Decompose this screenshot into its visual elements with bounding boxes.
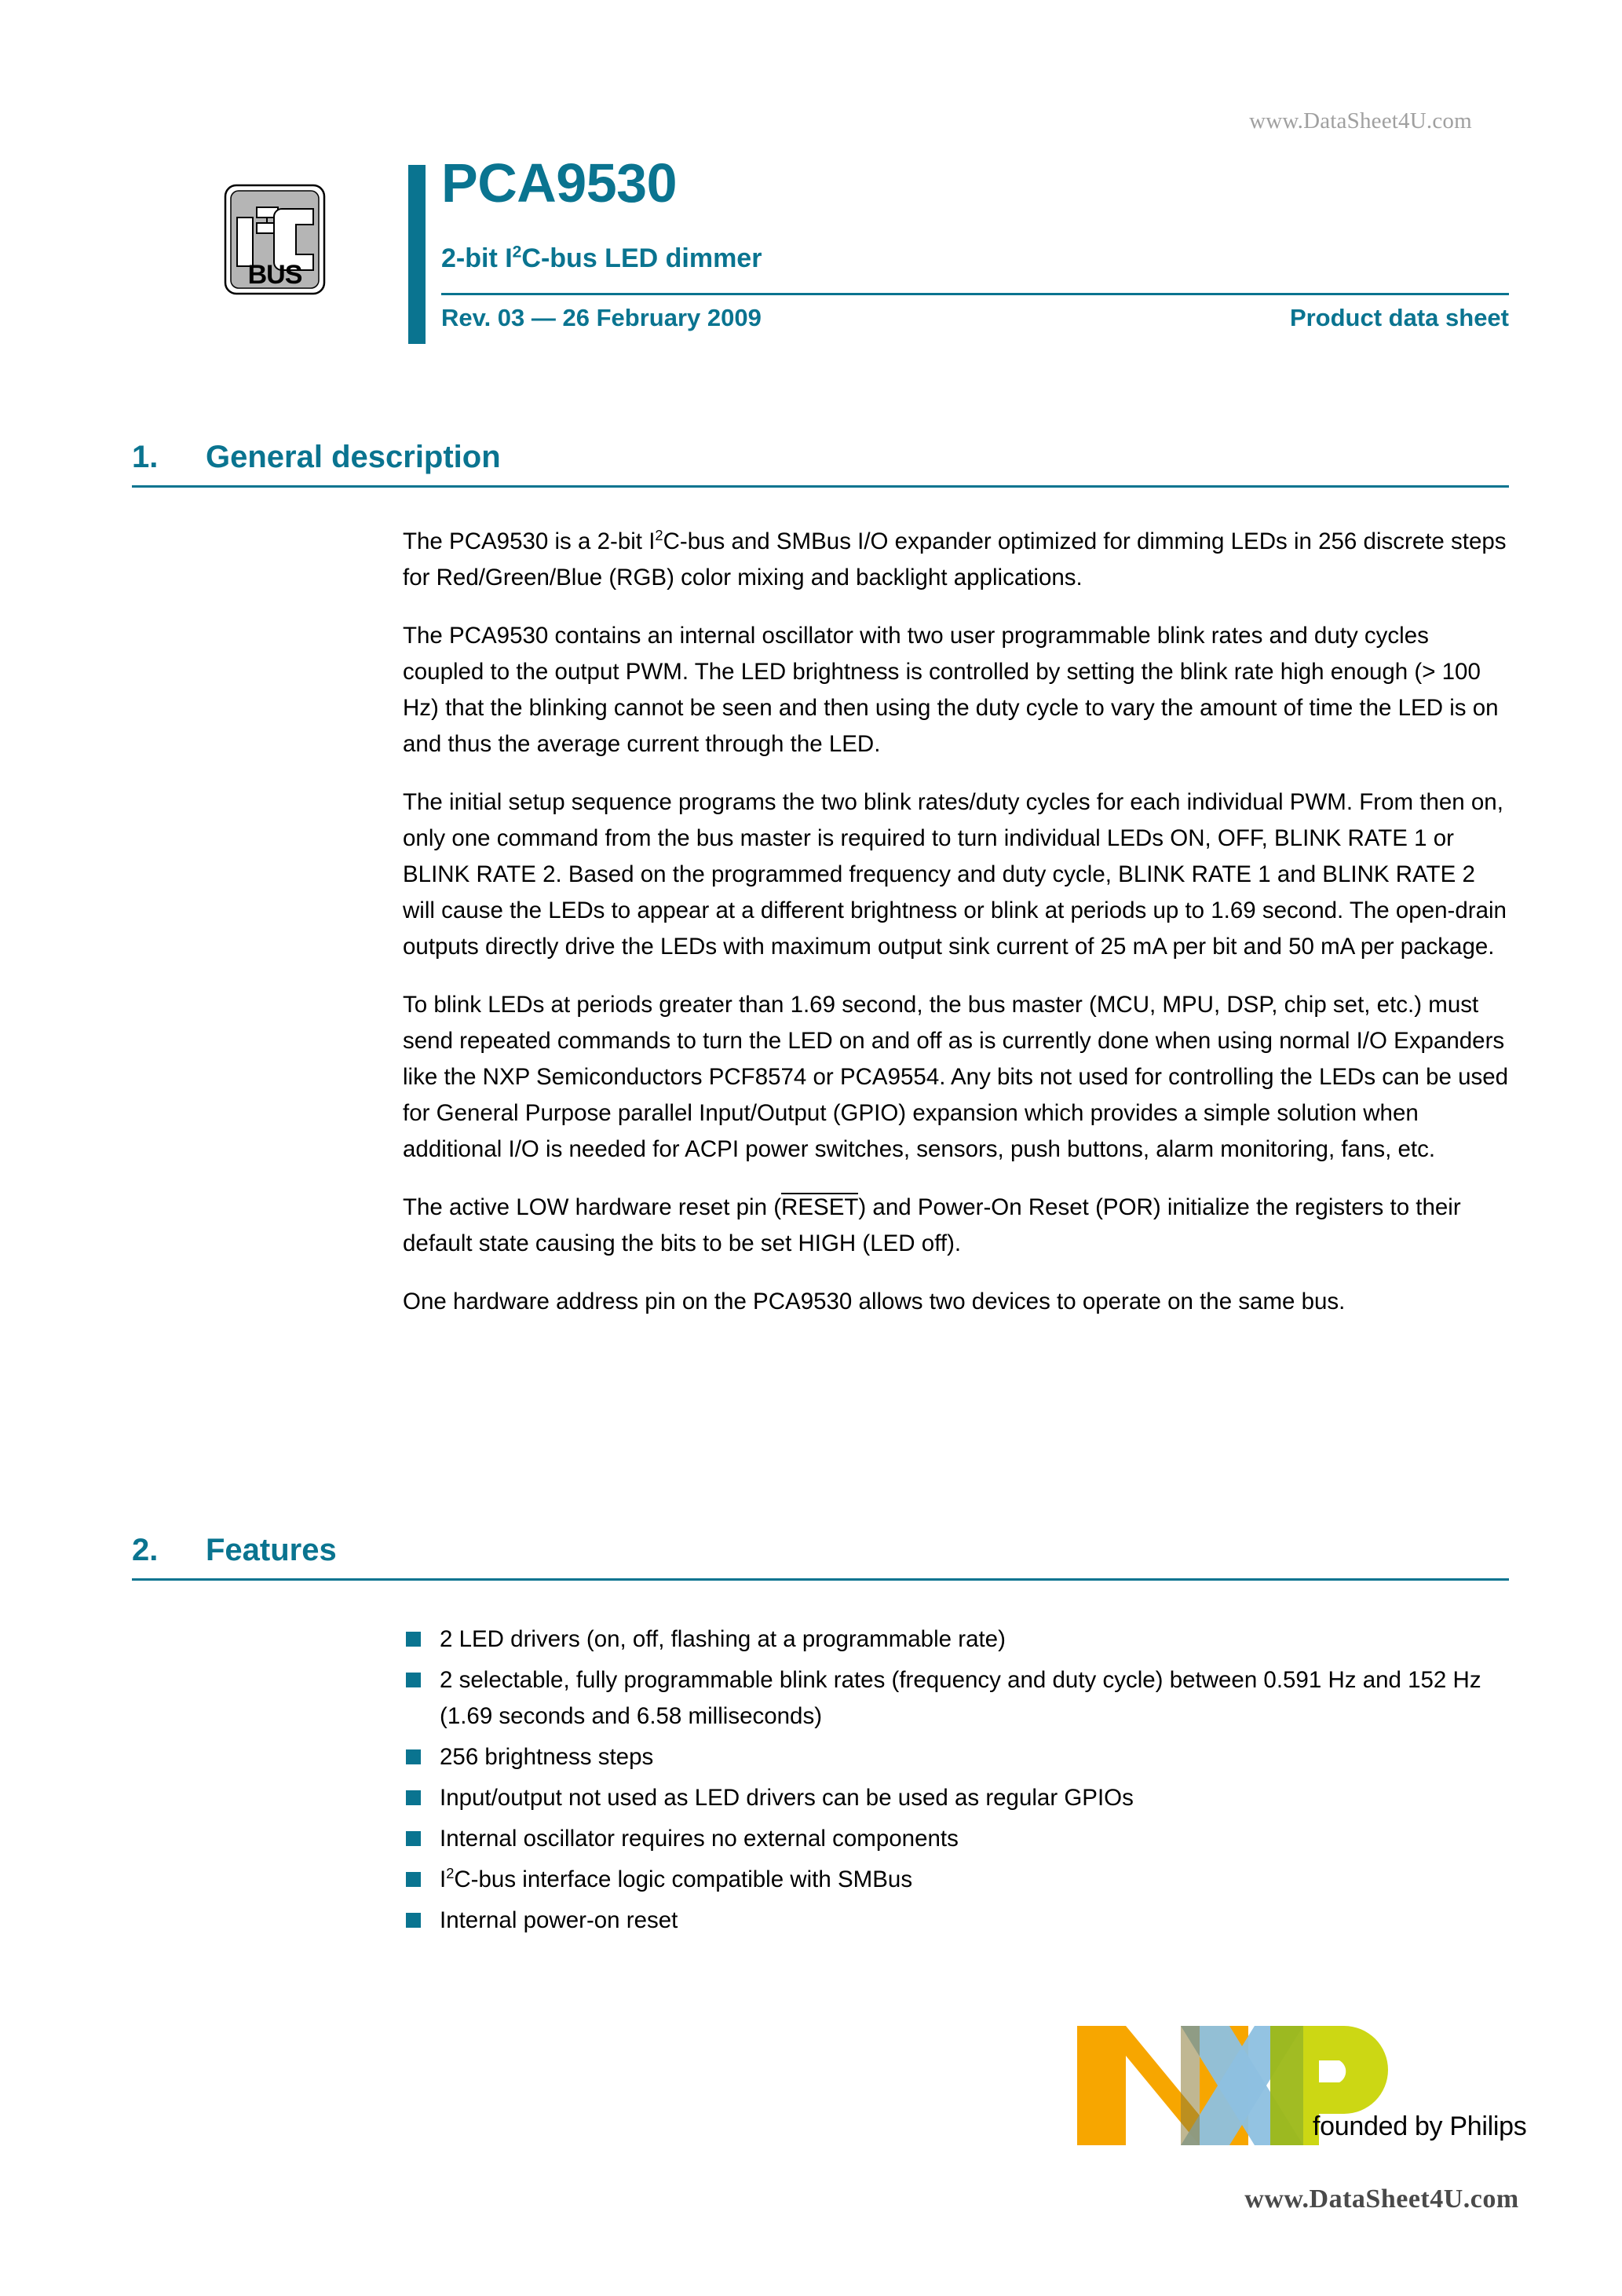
features-list [403, 1621, 1511, 1943]
paragraph-1 [403, 524, 1511, 596]
list-item [403, 1780, 1511, 1816]
para1-part-b: C-bus and SMBus I/O expander optimized for dimming LEDs in 256 discrete steps for Red/Green/Blue (RGB) color mixing and backlight applications. [403, 528, 1507, 590]
section-1-title: General description [206, 440, 501, 474]
page-title: PCA9530 [441, 152, 678, 214]
section-2-divider [132, 1578, 1509, 1581]
paragraph-4: To blink LEDs at periods greater than 1.69 second, the bus master (MCU, MPU, DSP, chip set, etc.) must send repeated commands to turn the LED on and off as is currently done when using normal I/O Expanders like the NXP Semiconductors PCF8574 or PCA9554. Any bits not used for controlling the LEDs can be used for General Purpose parallel Input/Output (GPIO) expansion which provides a simple solution when additional I/O is needed for ACPI power switches, sensors, push buttons, alarm monitoring, fans, etc. [403, 992, 1509, 1162]
list-item [403, 1821, 1511, 1857]
square-bullet-icon [406, 1749, 421, 1764]
watermark-bottom: www.DataSheet4U.com [1244, 2184, 1519, 2214]
list-item [403, 1862, 1511, 1898]
para1-part-a: The PCA9530 is a 2-bit I [403, 528, 656, 554]
section-2-number: 2. [132, 1533, 159, 1567]
square-bullet-icon [406, 1831, 421, 1846]
header-divider [441, 293, 1509, 295]
list-item [403, 1662, 1511, 1735]
subtitle-pre: 2-bit I [441, 243, 513, 273]
section-2-title: Features [206, 1533, 337, 1567]
general-description-body [403, 524, 1511, 1342]
feature-superscript: 2 [446, 1865, 455, 1882]
para1-superscript: 2 [655, 527, 663, 544]
paragraph-2: The PCA9530 contains an internal oscillator with two user programmable blink rates and duty cycles coupled to the output PWM. The LED brightness is controlled by setting the blink rate high enough (> 100 Hz) that the blinking cannot be seen and then using the duty cycle to vary the amount of time the LED is on and thus the average current through the LED. [403, 623, 1499, 757]
subtitle-post: C-bus LED dimmer [521, 243, 762, 273]
feature-text: Internal oscillator requires no external components [440, 1826, 959, 1852]
paragraph-6: One hardware address pin on the PCA9530 allows two devices to operate on the same bus. [403, 1289, 1346, 1314]
document-kind: Product data sheet [1289, 304, 1509, 331]
list-item [403, 1739, 1511, 1775]
nxp-tagline: founded by Philips [1313, 2111, 1527, 2141]
square-bullet-icon [406, 1632, 421, 1647]
feature-text: Internal power-on reset [440, 1907, 678, 1933]
square-bullet-icon [406, 1673, 421, 1687]
page-subtitle [441, 243, 762, 274]
i2c-bus-logo [222, 182, 331, 300]
section-1-number: 1. [132, 440, 159, 474]
list-item [403, 1621, 1511, 1658]
feature-text: Input/output not used as LED drivers can be used as regular GPIOs [440, 1785, 1134, 1811]
para5-part-a: The active LOW hardware reset pin ( [403, 1194, 782, 1220]
para5-part-b: ) and Power-On Reset (POR) initialize the registers to their default state causing the bits to be set HIGH (LED off). [403, 1194, 1461, 1256]
watermark-top: www.DataSheet4U.com [1249, 108, 1472, 133]
svg-text:BUS: BUS [247, 260, 302, 290]
feature-text: 256 brightness steps [440, 1744, 654, 1770]
reset-signal-name: RESET [781, 1194, 859, 1220]
document-revision: Rev. 03 — 26 February 2009 [441, 304, 762, 331]
title-accent-bar [408, 165, 426, 344]
paragraph-3: The initial setup sequence programs the two blink rates/duty cycles for each individual PWM. From then on, only one command from the bus master is required to turn individual LEDs ON, OFF, BLINK RATE 1 or BLINK RATE 2. Based on the programmed frequency and duty cycle, BLINK RATE 1 and BLINK RATE 2 will cause the LEDs to appear at a different brightness or blink at periods up to 1.69 second. The open-drain outputs directly drive the LEDs with maximum output sink current of 25 mA per bit and 50 mA per package. [403, 789, 1507, 960]
subtitle-superscript: 2 [512, 243, 522, 261]
section-1-divider [132, 485, 1509, 488]
square-bullet-icon [406, 1790, 421, 1805]
feature-text-b: C-bus interface logic compatible with SMBus [454, 1866, 913, 1892]
list-item [403, 1903, 1511, 1939]
feature-text: 2 selectable, fully programmable blink rates (frequency and duty cycle) between 0.591 Hz and 152 Hz (1.69 seconds and 6.58 milliseconds) [440, 1667, 1481, 1729]
feature-text-a: I [440, 1866, 447, 1892]
paragraph-5 [403, 1190, 1511, 1262]
feature-text: 2 LED drivers (on, off, flashing at a programmable rate) [440, 1626, 1006, 1652]
square-bullet-icon [406, 1913, 421, 1928]
square-bullet-icon [406, 1872, 421, 1887]
